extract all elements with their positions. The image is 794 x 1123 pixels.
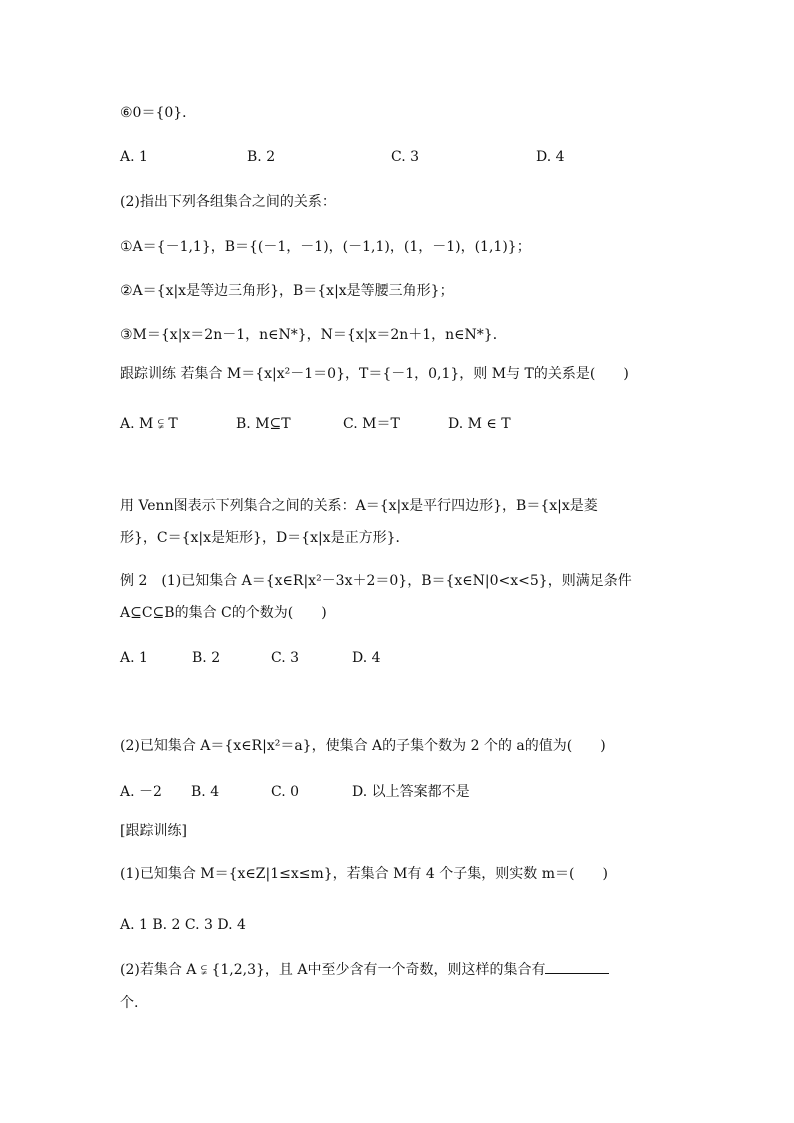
ex2-line2: A⊆C⊆B的集合 C的个数为( ) (120, 605, 327, 621)
track1-option-b: B. M⊆T (236, 416, 291, 432)
q1-option-a: A. 1 (120, 149, 148, 165)
q1-option-c: C. 3 (391, 149, 420, 165)
ex2b-option-c: C. 0 (271, 784, 300, 800)
track2-q1: (1)已知集合 M＝{x∈Z|1≤x≤m}，若集合 M有 4 个子集，则实数 m＝( ) (120, 866, 608, 882)
ex2-option-a: A. 1 (120, 650, 148, 666)
answer-blank (545, 959, 609, 974)
track1-option-a: A. M ⫋ T (120, 416, 178, 432)
ex2b-option-d: D. 以上答案都不是 (352, 784, 470, 800)
q2-item3: ③M＝{x|x＝2n－1，n∈N*}，N＝{x|x＝2n＋1，n∈N*}． (120, 327, 507, 343)
q1-option-d: D. 4 (536, 149, 565, 165)
track2-q2-line2: 个. (120, 995, 139, 1011)
ex2b-option-b: B. 4 (191, 784, 220, 800)
ex2-line1: 例 2 (1)已知集合 A＝{x∈R|x²－3x＋2＝0}，B＝{x∈N|0<x<5}，则满足条件 (120, 573, 632, 589)
q2-item2: ②A＝{x|x是等边三角形}，B＝{x|x是等腰三角形}； (120, 283, 454, 299)
q2-title: (2)指出下列各组集合之间的关系： (120, 194, 336, 210)
track2-title: [跟踪训练] (120, 823, 187, 839)
ex2-option-d: D. 4 (352, 650, 381, 666)
track2-q2-line1 (120, 959, 609, 980)
track1-option-c: C. M＝T (343, 416, 400, 432)
q2-item1: ①A＝{－1,1}，B＝{(－1，－1)，(－1,1)，(1，－1)，(1,1)}； (120, 239, 531, 255)
track2-q1-options: A. 1 B. 2 C. 3 D. 4 (120, 917, 246, 933)
ex2-option-c: C. 3 (271, 650, 300, 666)
q1-option-b: B. 2 (247, 149, 276, 165)
ex2b-question: (2)已知集合 A＝{x∈R|x²＝a}，使集合 A的子集个数为 2 个的 a的值为( ) (120, 738, 606, 754)
q1-item6: ⑥0＝{0}． (120, 105, 197, 121)
track1-question: 跟踪训练 若集合 M＝{x|x²－1＝0}，T＝{－1，0,1}，则 M与 T的关系是( ) (120, 366, 629, 382)
ex2b-option-a: A. －2 (120, 784, 162, 800)
venn-line1: 用 Venn图表示下列集合之间的关系：A＝{x|x是平行四边形}，B＝{x|x是菱 (120, 498, 598, 514)
track2-q2-text: (2)若集合 A ⫋ {1,2,3}，且 A中至少含有一个奇数，则这样的集合有 (120, 962, 546, 978)
track1-option-d: D. M ∈ T (448, 416, 511, 432)
venn-line2: 形}，C＝{x|x是矩形}，D＝{x|x是正方形}． (120, 530, 410, 546)
ex2-option-b: B. 2 (192, 650, 221, 666)
